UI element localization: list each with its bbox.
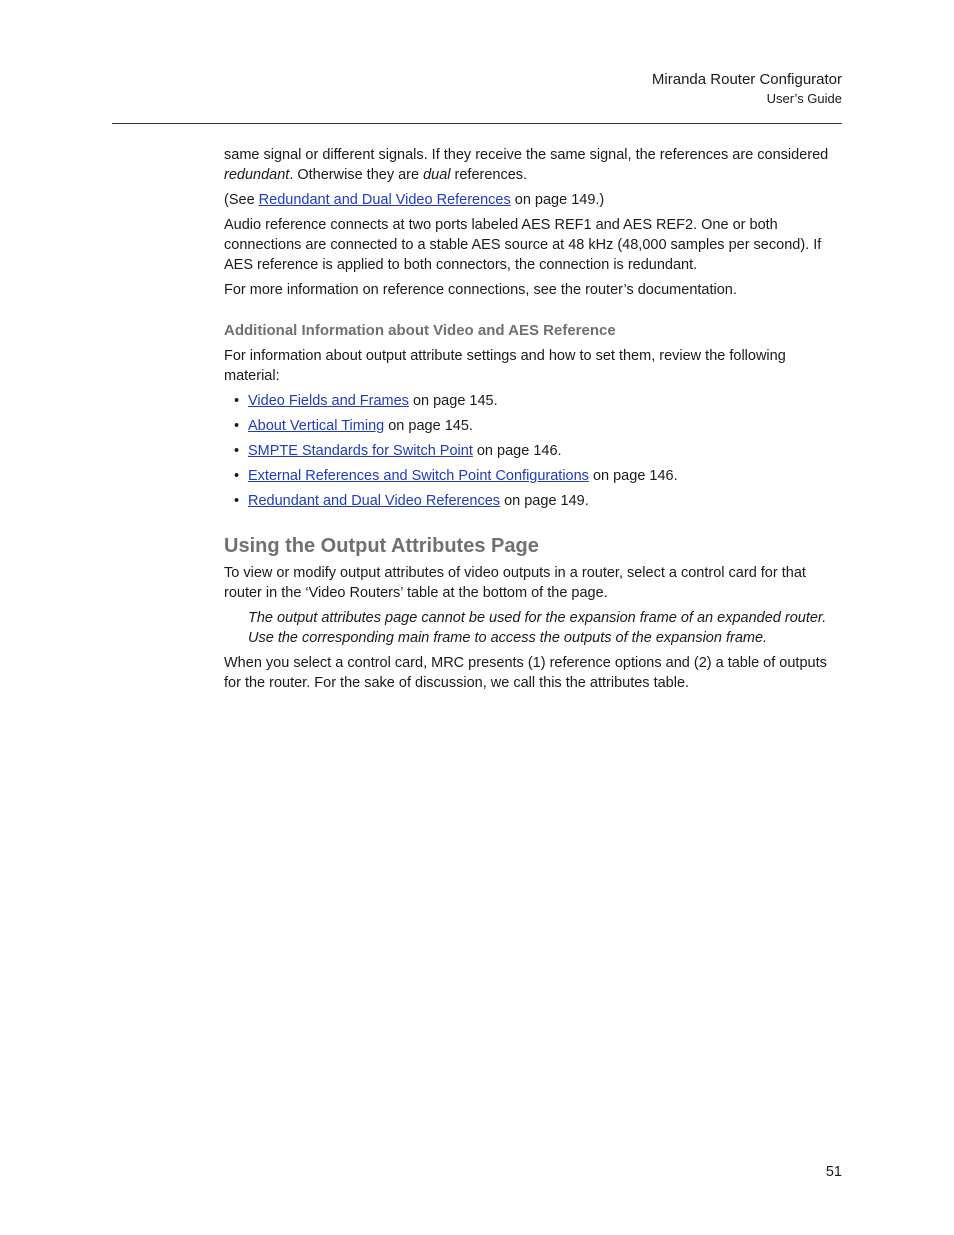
section-paragraph-2: When you select a control card, MRC presents (1) reference options and (2) a table of outputs for the router. For the sake of discussion, we call this the attributes table. bbox=[224, 655, 827, 691]
link-redundant-dual-references[interactable]: Redundant and Dual Video References bbox=[248, 493, 501, 509]
list-item: • SMPTE Standards for Switch Point on page 146. bbox=[234, 443, 562, 459]
page-content bbox=[224, 145, 844, 698]
list-item: • About Vertical Timing on page 145. bbox=[234, 418, 473, 434]
section-paragraph-1: To view or modify output attributes of video outputs in a router, select a control card for that router in the ‘Video Routers’ table at the bottom of the page. bbox=[224, 565, 806, 601]
list-item: • Redundant and Dual Video References on page 149. bbox=[234, 493, 589, 509]
header-title: Miranda Router Configurator bbox=[651, 71, 842, 88]
link-external-references[interactable]: External References and Switch Point Configurations bbox=[248, 468, 589, 484]
see-reference: (See Redundant and Dual Video References on page 149.) bbox=[224, 192, 605, 208]
page-number: 51 bbox=[825, 1164, 842, 1180]
term-dual: dual bbox=[423, 167, 451, 183]
section-note: The output attributes page cannot be used for the expansion frame of an expanded router. Use the corresponding main frame to access the outputs of the expansion frame. bbox=[248, 610, 827, 646]
link-video-fields-and-frames[interactable]: Video Fields and Frames bbox=[248, 393, 409, 409]
header-divider bbox=[112, 123, 842, 124]
subsection-intro: For information about output attribute settings and how to set them, review the following material: bbox=[224, 348, 786, 384]
bullet-icon: • bbox=[234, 418, 240, 434]
bullet-icon: • bbox=[234, 443, 240, 459]
page-header bbox=[652, 70, 842, 108]
bullet-icon: • bbox=[234, 468, 240, 484]
reference-list bbox=[224, 391, 844, 511]
link-about-vertical-timing[interactable]: About Vertical Timing bbox=[248, 418, 385, 434]
subsection-heading: Additional Information about Video and AES Reference bbox=[224, 322, 616, 339]
paragraph-more-info: For more information on reference connections, see the router’s documentation. bbox=[224, 282, 737, 298]
section-heading: Using the Output Attributes Page bbox=[224, 535, 539, 557]
bullet-icon: • bbox=[234, 393, 240, 409]
paragraph-redundant-dual: same signal or different signals. If they receive the same signal, the references are considered redundant. Otherwise they are dual references. bbox=[224, 147, 829, 183]
list-item: • External References and Switch Point Configurations on page 146. bbox=[234, 468, 678, 484]
header-subtitle: User’s Guide bbox=[766, 91, 842, 106]
paragraph-audio-reference: Audio reference connects at two ports labeled AES REF1 and AES REF2. One or both connections are connected to a stable AES source at 48 kHz (48,000 samples per second). If AES reference is applied to both connectors, the connection is redundant. bbox=[224, 217, 822, 273]
link-smpte-standards[interactable]: SMPTE Standards for Switch Point bbox=[248, 443, 473, 459]
bullet-icon: • bbox=[234, 493, 240, 509]
list-item: • Video Fields and Frames on page 145. bbox=[234, 393, 498, 409]
term-redundant: redundant bbox=[224, 167, 290, 183]
link-redundant-dual-video-references[interactable]: Redundant and Dual Video References bbox=[258, 192, 511, 208]
